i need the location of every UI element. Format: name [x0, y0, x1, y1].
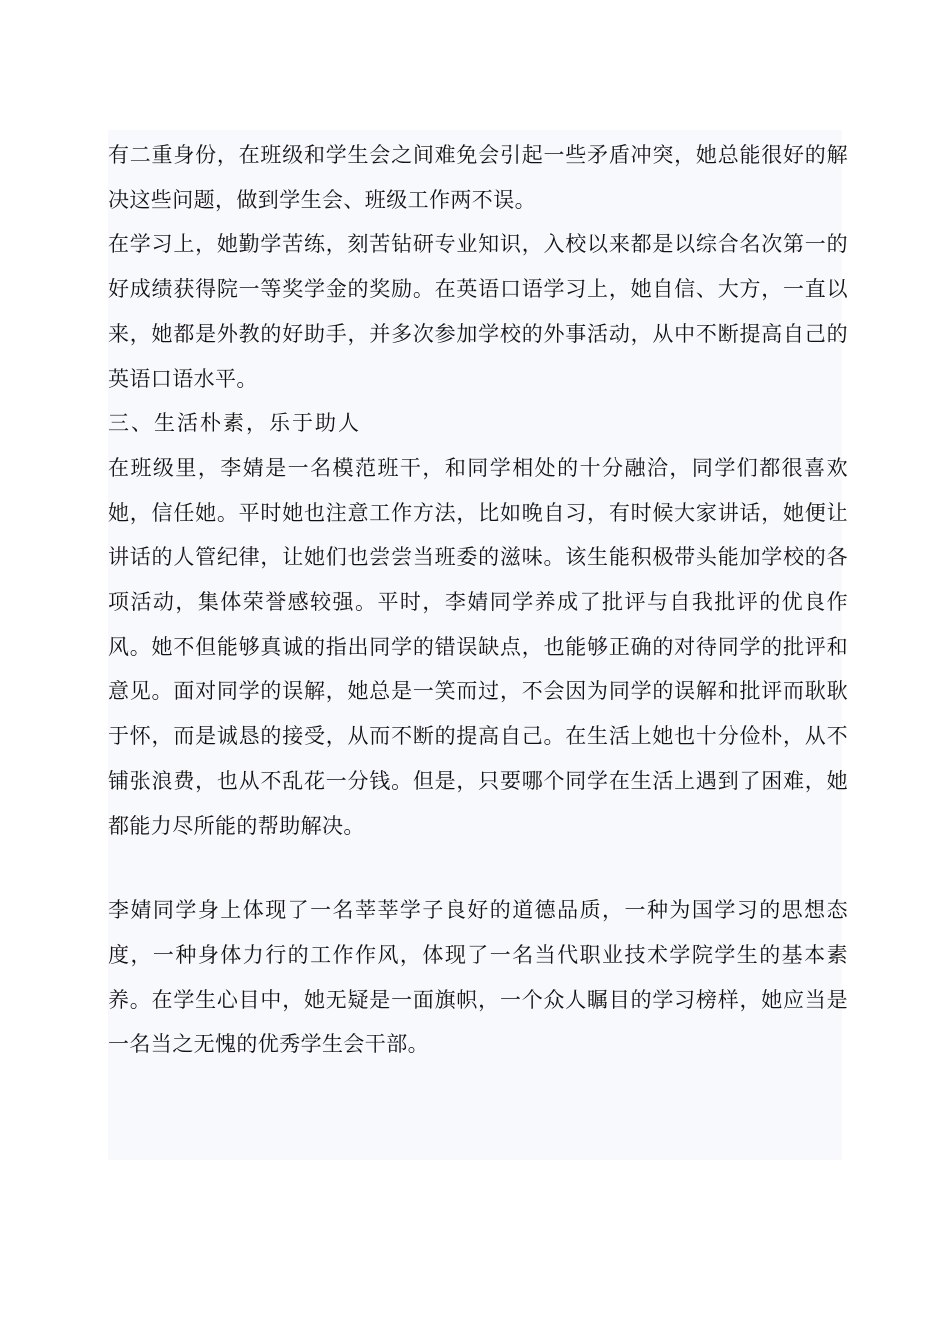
paragraph-duty-balance: 有二重身份，在班级和学生会之间难免会引起一些矛盾冲突，她总能很好的解决这些问题，做到学生会、班级工作两不误。	[108, 143, 848, 212]
document-body	[108, 133, 848, 1067]
paragraph-study: 在学习上，她勤学苦练，刻苦钻研专业知识，入校以来都是以综合名次第一的好成绩获得院一等奖学金的奖励。在英语口语学习上，她自信、大方，一直以来，她都是外教的好助手，并多次参加学校的外事活动，从中不断提高自己的英语口语水平。	[108, 232, 848, 391]
paragraph-conclusion: 李婧同学身上体现了一名莘莘学子良好的道德品质，一种为国学习的思想态度，一种身体力行的工作作风，体现了一名当代职业技术学院学生的基本素养。在学生心目中，她无疑是一面旗帜，一个众人瞩目的学习榜样，她应当是一名当之无愧的优秀学生会干部。	[108, 898, 848, 1057]
paragraph-class-life: 在班级里，李婧是一名模范班干，和同学相处的十分融洽，同学们都很喜欢她，信任她。平时她也注意工作方法，比如晚自习，有时候大家讲话，她便让讲话的人管纪律，让她们也尝尝当班委的滋味。该生能积极带头能加学校的各项活动，集体荣誉感较强。平时，李婧同学养成了批评与自我批评的优良作风。她不但能够真诚的指出同学的错误缺点，也能够正确的对待同学的批评和意见。面对同学的误解，她总是一笑而过，不会因为同学的误解和批评而耿耿于怀，而是诚恳的接受，从而不断的提高自己。在生活上她也十分俭朴，从不铺张浪费，也从不乱花一分钱。但是，只要哪个同学在生活上遇到了困难，她都能力尽所能的帮助解决。	[108, 455, 848, 838]
section-heading-life: 三、生活朴素，乐于助人	[108, 411, 361, 436]
paragraph-spacer	[108, 848, 848, 888]
